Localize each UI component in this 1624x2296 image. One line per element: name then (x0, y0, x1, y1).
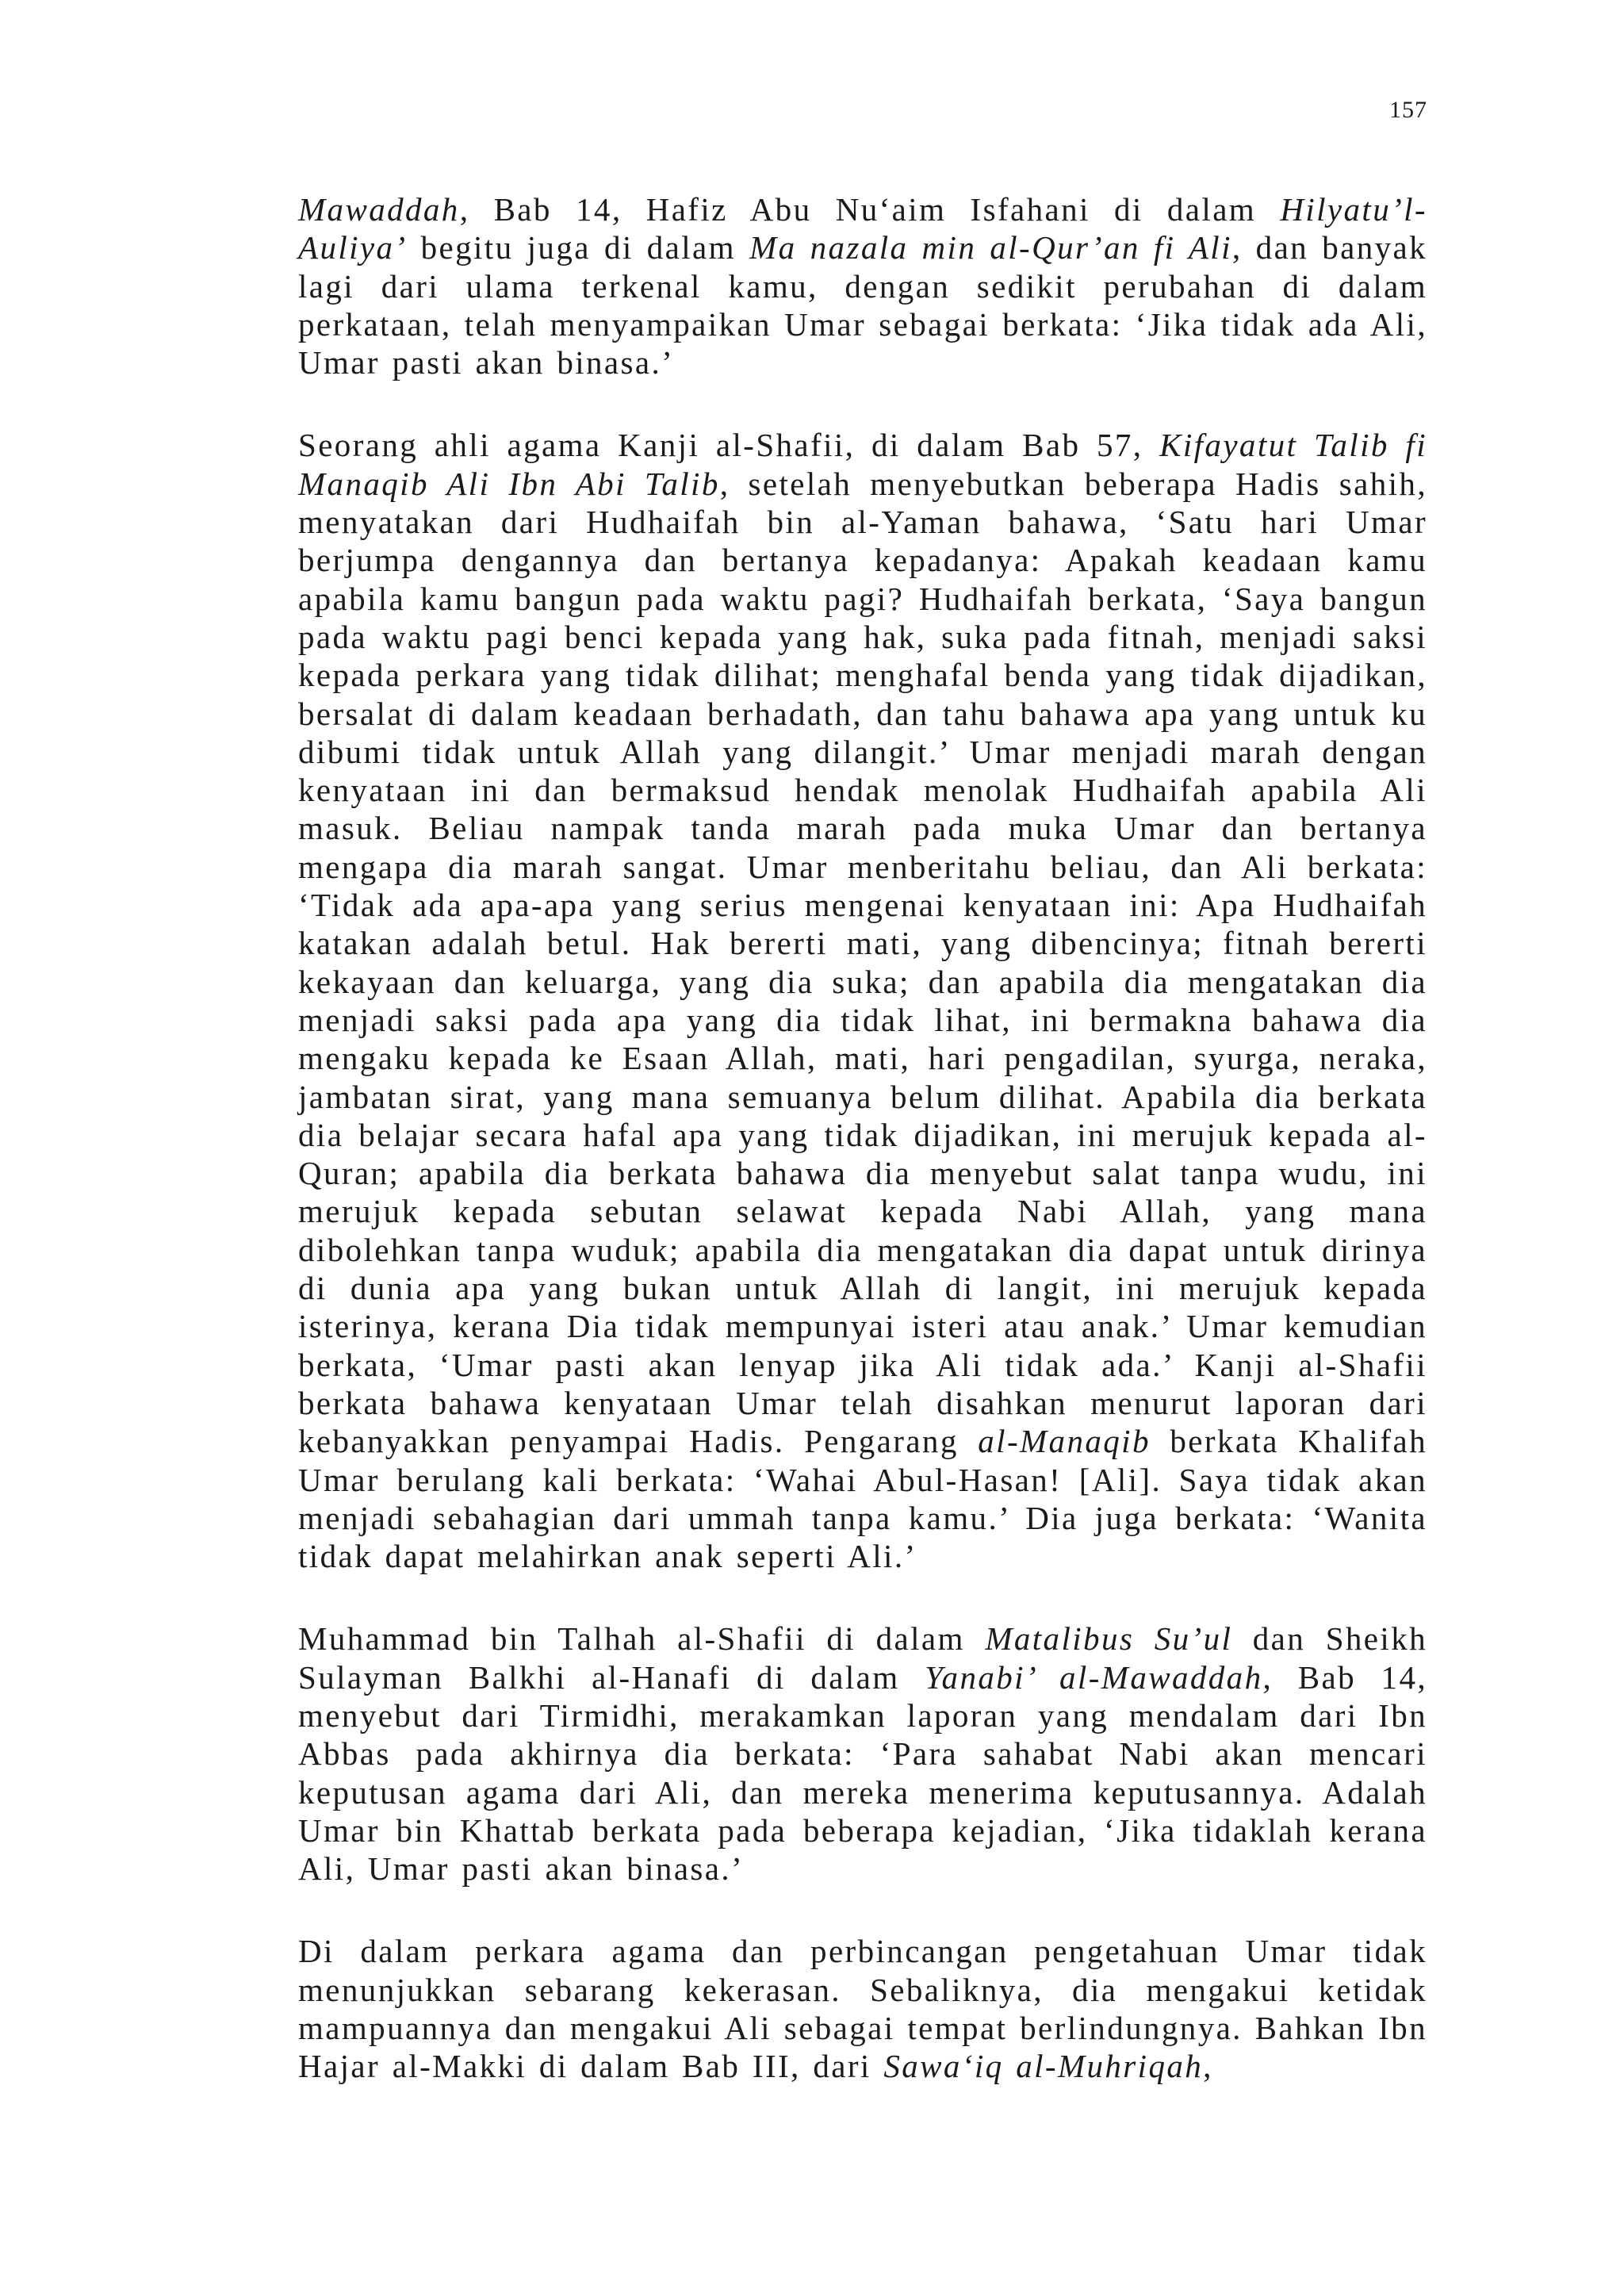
text-run: Di dalam perkara agama dan perbincangan pengetahuan Umar tidak menunjukkan sebarang kekerasan. Sebaliknya, dia mengakui ketidak mampuannya dan mengakui Ali sebagai tempat berlindungnya. Bahkan Ibn Hajar al-Makki di dalam Bab III, dari (298, 1933, 1427, 2085)
italic-title: Hilyatu’l-Auliya’ (298, 191, 1427, 266)
italic-title: Sawa‘iq al-Muhriqah (883, 2048, 1204, 2085)
italic-title: Ma nazala min al-Qur’an fi Ali (749, 229, 1232, 266)
italic-title: al-Manaqib (978, 1423, 1151, 1460)
text-run: begitu juga di dalam (407, 229, 750, 266)
italic-title: Matalibus Su’ul (985, 1620, 1233, 1658)
body-text (298, 190, 1427, 2086)
text-run: dan Sheikh Sulayman Balkhi al-Hanafi di dalam (298, 1620, 1427, 1696)
paragraph-2 (298, 426, 1427, 1575)
text-run: , Bab 14, menyebut dari Tirmidhi, merakamkan laporan yang mendalam dari Ibn Abbas pada akhirnya dia berkata: ‘Para sahabat Nabi akan mencari keputusan agama dari Ali, dan mereka menerima keputusannya. Adalah Umar bin Khattab berkata pada beberapa kejadian, ‘Jika tidaklah kerana Ali, Umar pasti akan binasa.’ (298, 1658, 1427, 1888)
text-run: , dan banyak lagi dari ulama terkenal kamu, dengan sedikit perubahan di dalam perkataan, telah menyampaikan Umar sebagai berkata: ‘Jika tidak ada Ali, Umar pasti akan binasa.’ (298, 229, 1427, 381)
italic-title: Mawaddah (298, 191, 460, 228)
italic-title: Kifayatut Talib fi Manaqib Ali Ibn Abi Talib (298, 427, 1427, 502)
text-run: Seorang ahli agama Kanji al-Shafii, di dalam Bab 57, (298, 427, 1160, 464)
text-run: Muhammad bin Talhah al-Shafii di dalam (298, 1620, 986, 1658)
italic-title: Yanabi’ al-Mawaddah (925, 1658, 1263, 1696)
paragraph-3 (298, 1619, 1427, 1888)
paragraph-4 (298, 1932, 1427, 2085)
paragraph-1 (298, 190, 1427, 381)
text-run: berkata Khalifah Umar berulang kali berkata: ‘Wahai Abul-Hasan! [Ali]. Saya tidak akan menjadi sebahagian dari ummah tanpa kamu.’ Dia juga berkata: ‘Wanita tidak dapat melahirkan anak seperti Ali.’ (298, 1423, 1427, 1575)
text-run: , Bab 14, Hafiz Abu Nu‘aim Isfahani di dalam (459, 191, 1281, 228)
text-run: , (1203, 2048, 1213, 2085)
text-run: , setelah menyebutkan beberapa Hadis sahih, menyatakan dari Hudhaifah bin al-Yaman bahawa, ‘Satu hari Umar berjumpa dengannya dan bertanya kepadanya: Apakah keadaan kamu apabila kamu bangun pada waktu pagi? Hudhaifah berkata, ‘Saya bangun pada waktu pagi benci kepada yang hak, suka pada fitnah, menjadi saksi kepada perkara yang tidak dilihat; menghafal benda yang tidak dijadikan, bersalat di dalam keadaan berhadath, dan tahu bahawa apa yang untuk ku dibumi tidak untuk Allah yang dilangit.’ Umar menjadi marah dengan kenyataan ini dan bermaksud hendak menolak Hudhaifah apabila Ali masuk. Beliau nampak tanda marah pada muka Umar dan bertanya mengapa dia marah sangat. Umar menberitahu beliau, dan Ali berkata: ‘Tidak ada apa-apa yang serius mengenai kenyataan ini: Apa Hudhaifah katakan adalah betul. Hak bererti mati, yang dibencinya; fitnah bererti kekayaan dan keluarga, yang dia suka; dan apabila dia mengatakan dia menjadi saksi pada apa yang dia tidak lihat, ini bermakna bahawa dia mengaku kepada ke Esaan Allah, mati, hari pengadilan, syurga, neraka, jambatan sirat, yang mana semuanya belum dilihat. Apabila dia berkata dia belajar secara hafal apa yang tidak dijadikan, ini merujuk kepada al-Quran; apabila dia berkata bahawa dia menyebut salat tanpa wudu, ini merujuk kepada sebutan selawat kepada Nabi Allah, yang mana dibolehkan tanpa wuduk; apabila dia mengatakan dia dapat untuk dirinya di dunia apa yang bukan untuk Allah di langit, ini merujuk kepada isterinya, kerana Dia tidak mempunyai isteri atau anak.’ Umar kemudian berkata, ‘Umar pasti akan lenyap jika Ali tidak ada.’ Kanji al-Shafii berkata bahawa kenyataan Umar telah disahkan menurut laporan dari kebanyakkan penyampai Hadis. Pengarang (298, 465, 1427, 1460)
page-number: 157 (1389, 97, 1427, 123)
